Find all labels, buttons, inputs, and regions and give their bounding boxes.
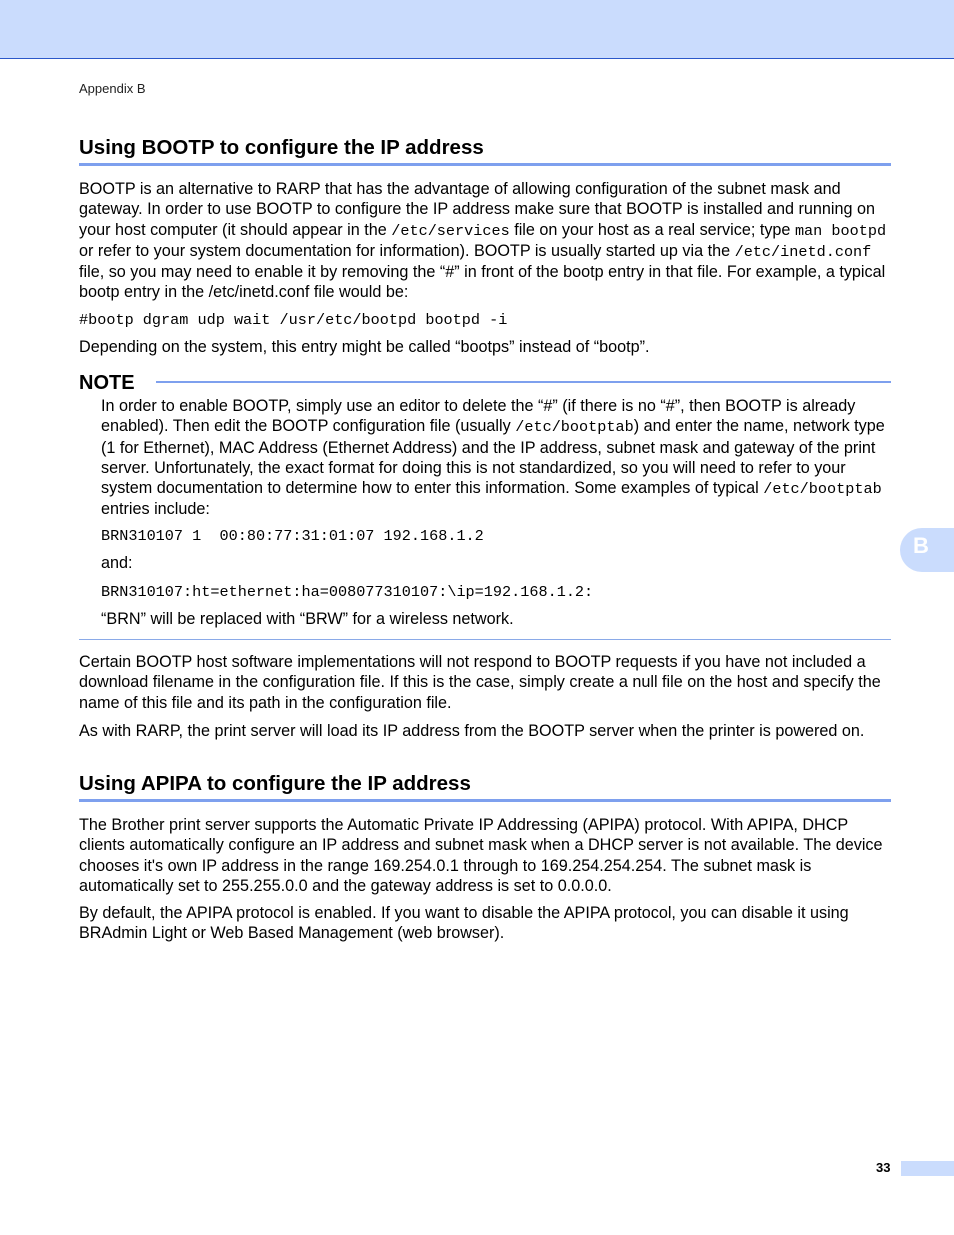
text-run: or refer to your system documentation for information). BOOTP is usually started up via the	[79, 241, 735, 260]
page-number-tab	[901, 1161, 954, 1176]
apipa-paragraph-2: By default, the APIPA protocol is enabled. If you want to disable the APIPA protocol, you can disable it using BRAdmin Light or Web Based Management (web browser).	[79, 904, 849, 943]
note-paragraph-2: “BRN” will be replaced with “BRW” for a wireless network.	[101, 610, 514, 628]
code-etc-services: /etc/services	[391, 221, 510, 240]
text-run: In order to enable BOOTP, simply use an editor to delete the “#” (if there is no “#”, then BOOTP is already enabled). Then edit the BOOTP configuration file (usually	[101, 397, 856, 436]
text-run: ) and enter the name, network type (1 for Ethernet), MAC Address (Ethernet Address) and the IP address, subnet mask and gateway of the print server. Unfortunately, the exact format for doing this is not standardized, so you will need to refer to your system documentation to determine how to enter this information. Some examples of typical	[101, 417, 885, 498]
section-heading-apipa: Using APIPA to configure the IP address	[79, 772, 891, 802]
apipa-paragraph-1: The Brother print server supports the Automatic Private IP Addressing (APIPA) protocol. With APIPA, DHCP clients automatically configure an IP address and subnet mask when a DHCP server is not available. The device chooses it's own IP address in the range 169.254.0.1 through to 169.254.254.254. The subnet mask is automatically set to 255.255.0.0 and the gateway address is set to 0.0.0.0.	[79, 816, 883, 895]
text-run: entries include:	[101, 500, 210, 519]
running-head: Appendix B	[79, 81, 146, 96]
code-bootptab: /etc/bootptab	[763, 480, 882, 499]
note-rule	[156, 381, 891, 383]
code-bootptab: /etc/bootptab	[515, 418, 634, 437]
text-run: BOOTP is an alternative to RARP that has the advantage of allowing configuration of the subnet mask and gateway. In order to use BOOTP to configure the IP address make sure that BOOTP is installed and running on your host computer (it should appear in the	[79, 180, 876, 239]
code-man-bootpd: man bootpd	[794, 221, 887, 240]
header-band	[0, 0, 954, 59]
code-inetd-conf: /etc/inetd.conf	[734, 242, 872, 261]
bootp-paragraph-1	[79, 179, 894, 303]
note-paragraph-1	[101, 396, 893, 520]
section-heading-bootp: Using BOOTP to configure the IP address	[79, 136, 891, 166]
code-bootptab-example-2: BRN310107:ht=ethernet:ha=008077310107:\ip=192.168.1.2:	[101, 583, 594, 601]
bootp-paragraph-2: Depending on the system, this entry might be called “bootps” instead of “bootp”.	[79, 338, 650, 356]
code-bootp-entry: #bootp dgram udp wait /usr/etc/bootpd bootpd -i	[79, 311, 508, 329]
text-run: file on your host as a real service; type	[509, 220, 795, 239]
code-bootptab-example-1: BRN310107 1 00:80:77:31:01:07 192.168.1.2	[101, 527, 484, 545]
text-run: file, so you may need to enable it by removing the “#” in front of the bootp entry in that file. For example, a typical bootp entry in the /etc/inetd.conf file would be:	[79, 263, 886, 302]
note-title: NOTE	[79, 372, 135, 394]
bootp-paragraph-3: Certain BOOTP host software implementations will not respond to BOOTP requests if you have not included a download filename in the configuration file. If this is the case, simply create a null file on the host and specify the name of this file and its path in the configuration file.	[79, 653, 881, 712]
page-number: 33	[876, 1160, 891, 1175]
note-and: and:	[101, 554, 133, 572]
bootp-paragraph-4: As with RARP, the print server will load its IP address from the BOOTP server when the printer is powered on.	[79, 722, 865, 740]
note-bottom-rule	[79, 639, 891, 640]
appendix-tab-letter: B	[913, 533, 929, 558]
